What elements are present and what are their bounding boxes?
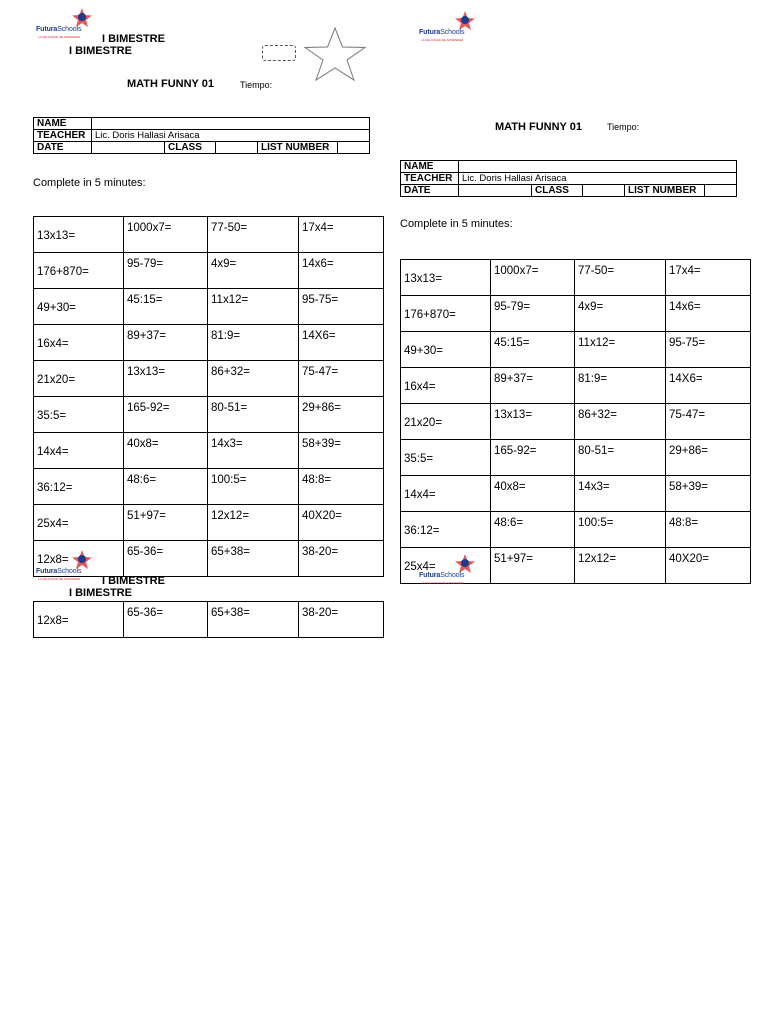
exercise-cell: 36:12= — [401, 512, 491, 548]
table-row — [401, 476, 751, 512]
exercise-cell: 16x4= — [401, 368, 491, 404]
table-row — [34, 397, 384, 433]
class-label: CLASS — [165, 142, 216, 154]
exercise-cell: 14x3= — [208, 433, 299, 469]
list-number-label: LIST NUMBER — [258, 142, 338, 154]
exercise-cell: 14X6= — [299, 325, 384, 361]
futura-schools-logo-right — [419, 9, 479, 43]
exercise-cell: 77-50= — [208, 217, 299, 253]
teacher-value: Lic. Doris Hallasi Arisaca — [92, 130, 370, 142]
exercise-cell: 80-51= — [575, 440, 666, 476]
exercise-cell: 12x12= — [575, 548, 666, 584]
exercise-cell: 14x3= — [575, 476, 666, 512]
exercise-grid — [33, 216, 384, 577]
exercise-cell: 65-36= — [124, 602, 208, 638]
exercise-cell: 89+37= — [124, 325, 208, 361]
exercise-cell: 12x12= — [208, 505, 299, 541]
class-field — [583, 185, 625, 197]
table-row — [34, 602, 384, 638]
exercise-cell: 14x6= — [299, 253, 384, 289]
exercise-cell: 14x6= — [666, 296, 751, 332]
exercise-cell: 35:5= — [34, 397, 124, 433]
table-row — [401, 404, 751, 440]
logo-wordmark: FuturaSchools — [419, 572, 465, 579]
worksheet-title: MATH FUNNY 01 — [127, 78, 214, 90]
exercise-cell: 40x8= — [124, 433, 208, 469]
exercise-cell: 49+30= — [401, 332, 491, 368]
exercise-cell: 14x4= — [34, 433, 124, 469]
exercise-cell: 95-79= — [124, 253, 208, 289]
exercise-cell: 36:12= — [34, 469, 124, 505]
exercise-cell: 1000x7= — [491, 260, 575, 296]
exercise-cell: 48:6= — [491, 512, 575, 548]
name-label: NAME — [401, 161, 459, 173]
exercise-cell: 35:5= — [401, 440, 491, 476]
exercise-cell: 75-47= — [666, 404, 751, 440]
exercise-cell: 81:9= — [575, 368, 666, 404]
student-info-table-right — [400, 160, 737, 197]
table-row — [34, 505, 384, 541]
date-field — [459, 185, 532, 197]
exercise-cell: 16x4= — [34, 325, 124, 361]
exercise-cell: 89+37= — [491, 368, 575, 404]
exercise-cell: 25x4= — [34, 505, 124, 541]
worksheet-title-right: MATH FUNNY 01 — [495, 121, 582, 133]
bimestre-label: I BIMESTRE — [102, 33, 165, 45]
table-row — [401, 440, 751, 476]
exercise-cell: 45:15= — [491, 332, 575, 368]
name-field — [459, 161, 737, 173]
exercise-cell: 176+870= — [401, 296, 491, 332]
name-label: NAME — [34, 118, 92, 130]
exercise-cell: 80-51= — [208, 397, 299, 433]
teacher-value: Lic. Doris Hallasi Arisaca — [459, 173, 737, 185]
exercise-cell: 100:5= — [208, 469, 299, 505]
logo-tagline: LA FELICIDAD DE APRENDER — [421, 581, 464, 585]
list-number-field — [338, 142, 370, 154]
table-row — [401, 512, 751, 548]
exercise-cell: 29+86= — [666, 440, 751, 476]
exercise-cell: 65-36= — [124, 541, 208, 577]
exercise-cell: 48:8= — [299, 469, 384, 505]
exercise-cell: 25x4= — [401, 548, 491, 584]
table-row — [34, 253, 384, 289]
table-row — [34, 217, 384, 253]
exercise-cell: 17x4= — [299, 217, 384, 253]
exercise-cell: 40X20= — [299, 505, 384, 541]
exercise-cell: 13x13= — [491, 404, 575, 440]
table-row — [34, 469, 384, 505]
logo-wordmark: FuturaSchools — [36, 568, 82, 575]
exercise-cell: 75-47= — [299, 361, 384, 397]
exercise-cell: 12x8= — [34, 602, 124, 638]
exercise-cell: 13x13= — [401, 260, 491, 296]
futura-schools-logo-2 — [36, 548, 96, 582]
exercise-grid-right — [400, 259, 751, 584]
table-row — [401, 368, 751, 404]
exercise-cell: 12x8= — [34, 541, 124, 577]
list-number-field — [705, 185, 737, 197]
time-label: Tiempo: — [240, 80, 273, 90]
bimestre-label-repeat: I BIMESTRE — [69, 45, 132, 57]
exercise-cell: 58+39= — [666, 476, 751, 512]
exercise-cell: 40X20= — [666, 548, 751, 584]
date-field — [92, 142, 165, 154]
exercise-cell: 29+86= — [299, 397, 384, 433]
class-label: CLASS — [532, 185, 583, 197]
logo-tagline: LA FELICIDAD DE APRENDER — [421, 38, 464, 42]
date-label: DATE — [34, 142, 92, 154]
exercise-cell: 40x8= — [491, 476, 575, 512]
exercise-cell: 165-92= — [124, 397, 208, 433]
list-number-label: LIST NUMBER — [625, 185, 705, 197]
exercise-cell: 38-20= — [299, 602, 384, 638]
exercise-cell: 165-92= — [491, 440, 575, 476]
exercise-cell: 100:5= — [575, 512, 666, 548]
exercise-cell: 51+97= — [491, 548, 575, 584]
bimestre-label-2: I BIMESTRE — [102, 575, 165, 587]
exercise-cell: 81:9= — [208, 325, 299, 361]
class-field — [216, 142, 258, 154]
exercise-cell: 65+38= — [208, 541, 299, 577]
exercise-cell: 65+38= — [208, 602, 299, 638]
exercise-cell: 14X6= — [666, 368, 751, 404]
logo-wordmark: FuturaSchools — [419, 29, 465, 36]
table-row — [34, 433, 384, 469]
exercise-cell: 14x4= — [401, 476, 491, 512]
exercise-cell: 49+30= — [34, 289, 124, 325]
table-row — [401, 332, 751, 368]
exercise-cell: 95-75= — [299, 289, 384, 325]
table-row — [401, 296, 751, 332]
table-row — [34, 289, 384, 325]
date-label: DATE — [401, 185, 459, 197]
instructions-text: Complete in 5 minutes: — [33, 177, 146, 189]
exercise-grid-overflow — [33, 601, 384, 638]
exercise-cell: 13x13= — [34, 217, 124, 253]
exercise-cell: 48:8= — [666, 512, 751, 548]
name-field — [92, 118, 370, 130]
table-row — [401, 260, 751, 296]
exercise-cell: 86+32= — [575, 404, 666, 440]
exercise-cell: 95-79= — [491, 296, 575, 332]
star-outline-icon — [302, 26, 368, 82]
exercise-cell: 11x12= — [208, 289, 299, 325]
logo-tagline: LA FELICIDAD DE APRENDER — [38, 35, 81, 39]
teacher-label: TEACHER — [401, 173, 459, 185]
logo-tagline: LA FELICIDAD DE APRENDER — [38, 577, 81, 581]
futura-schools-logo-right-2 — [419, 552, 479, 586]
exercise-cell: 4x9= — [208, 253, 299, 289]
exercise-cell: 1000x7= — [124, 217, 208, 253]
exercise-cell: 21x20= — [34, 361, 124, 397]
futura-schools-logo — [36, 6, 96, 40]
exercise-cell: 45:15= — [124, 289, 208, 325]
bimestre-label-2-repeat: I BIMESTRE — [69, 587, 132, 599]
teacher-label: TEACHER — [34, 130, 92, 142]
exercise-cell: 176+870= — [34, 253, 124, 289]
exercise-cell: 13x13= — [124, 361, 208, 397]
exercise-cell: 17x4= — [666, 260, 751, 296]
table-row — [34, 361, 384, 397]
exercise-cell: 38-20= — [299, 541, 384, 577]
student-info-table — [33, 117, 370, 154]
exercise-cell: 48:6= — [124, 469, 208, 505]
time-label-right: Tiempo: — [607, 122, 640, 132]
exercise-cell: 77-50= — [575, 260, 666, 296]
exercise-cell: 21x20= — [401, 404, 491, 440]
exercise-cell: 4x9= — [575, 296, 666, 332]
dashed-placeholder-box — [262, 45, 296, 61]
instructions-text-right: Complete in 5 minutes: — [400, 218, 513, 230]
exercise-cell: 51+97= — [124, 505, 208, 541]
logo-wordmark: FuturaSchools — [36, 26, 82, 33]
exercise-cell: 58+39= — [299, 433, 384, 469]
exercise-cell: 11x12= — [575, 332, 666, 368]
table-row — [34, 325, 384, 361]
exercise-cell: 95-75= — [666, 332, 751, 368]
exercise-cell: 86+32= — [208, 361, 299, 397]
